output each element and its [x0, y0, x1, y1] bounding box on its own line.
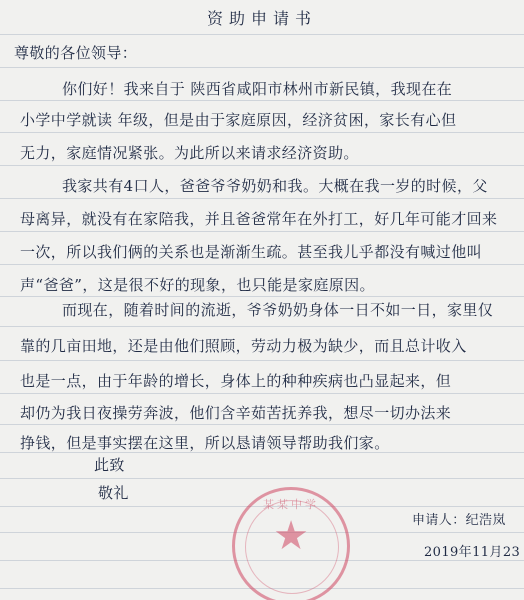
ruled-line	[0, 100, 524, 101]
ruled-line	[0, 452, 524, 453]
ruled-line	[0, 326, 524, 327]
ruled-line	[0, 132, 524, 133]
signature-label: 申请人：	[412, 513, 466, 528]
body-line: 无力，家庭情况紧张。为此所以来请求经济资助。	[20, 144, 359, 162]
ruled-line	[0, 67, 524, 68]
ruled-line	[0, 165, 524, 166]
body-line: 声“爸爸”，这是很不好的现象，也只能是家庭原因。	[20, 276, 375, 294]
body-line: 小学中学就读 年级，但是由于家庭原因，经济贫困，家长有心但	[20, 111, 457, 129]
ruled-line	[0, 34, 524, 35]
body-line: 而现在，随着时间的流逝，爷爷奶奶身体一日不如一日，家里仅	[62, 301, 494, 319]
ruled-line	[0, 360, 524, 361]
ruled-line	[0, 264, 524, 265]
body-line: 母离异，就没有在家陪我，并且爸爸常年在外打工，好几年可能才回来	[20, 210, 498, 228]
body-line: 我家共有4口人，爸爸爷爷奶奶和我。大概在我一岁的时候，父	[62, 177, 488, 195]
signature	[412, 512, 506, 530]
body-line: 你们好！我来自于 陕西省咸阳市林州市新民镇，我现在在	[62, 80, 453, 98]
official-seal-stamp	[232, 487, 350, 600]
ruled-line	[0, 296, 524, 297]
ruled-line	[0, 393, 524, 394]
seal-star-icon: ★	[273, 513, 309, 559]
ruled-line	[0, 231, 524, 232]
date: 2019年11月23	[424, 545, 521, 560]
closing-jing-li: 敬礼	[98, 484, 129, 502]
body-line: 靠的几亩田地，还是由他们照顾，劳动力极为缺少，而且总计收入	[20, 337, 467, 355]
ruled-line	[0, 198, 524, 199]
body-line: 也是一点，由于年龄的增长，身体上的种种疾病也凸显起来，但	[20, 372, 452, 390]
body-line: 却仍为我日夜操劳奔波，他们含辛茹苦抚养我，想尽一切办法来	[20, 404, 452, 422]
closing-ci-zhi: 此致	[94, 456, 125, 474]
ruled-line	[0, 478, 524, 479]
body-line: 挣钱，但是事实摆在这里，所以恳请领导帮助我们家。	[20, 434, 390, 452]
letter-title: 资助申请书	[206, 9, 317, 28]
seal-text: 某某中学	[263, 498, 319, 511]
body-line: 一次，所以我们俩的关系也是渐渐生疏。甚至我儿乎都没有喊过他叫	[20, 243, 483, 261]
signature-name: 纪浩岚	[465, 513, 506, 528]
salutation: 尊敬的各位领导：	[14, 44, 138, 62]
ruled-line	[0, 424, 524, 425]
